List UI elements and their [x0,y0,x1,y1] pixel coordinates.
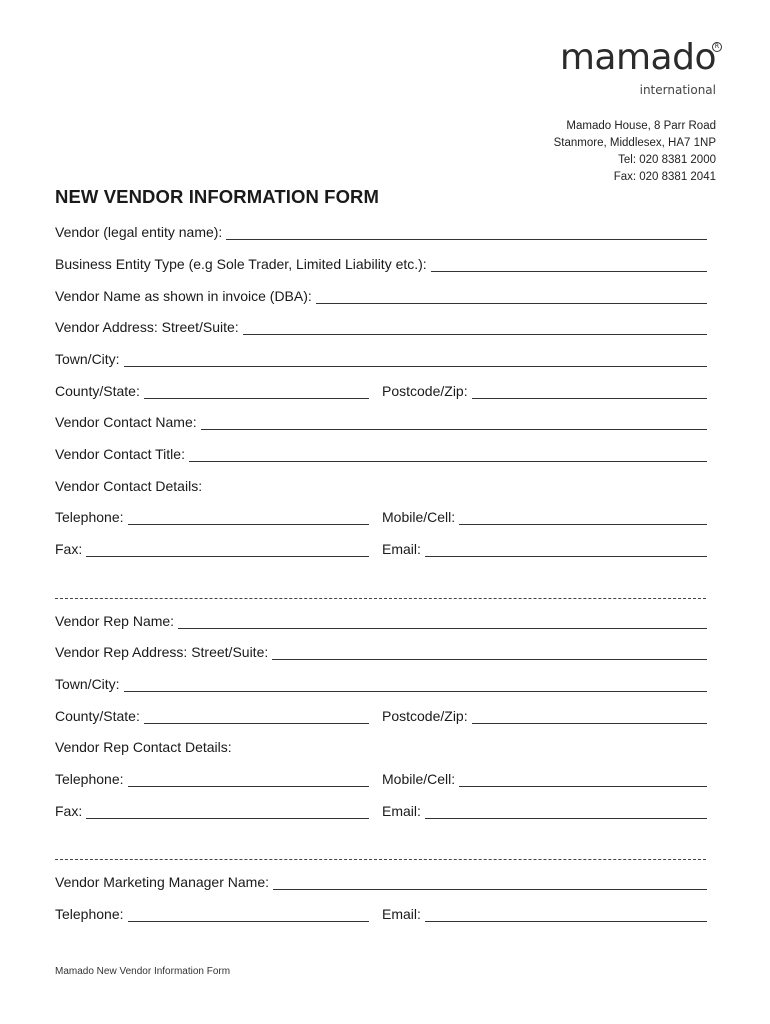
telephone-mobile-row [55,505,707,525]
postcode-label: Postcode/Zip: [382,383,468,399]
logo-wordmark: mamado [559,37,716,78]
rep-fax-field[interactable] [86,804,369,819]
rep-address-row [55,640,707,660]
rep-fax-label: Fax: [55,803,83,819]
address-row [55,315,707,335]
mobile-field[interactable] [459,510,707,525]
legal-name-row [55,220,707,240]
town-field[interactable] [124,352,707,367]
rep-mobile-field[interactable] [459,772,707,787]
town-row [55,347,707,367]
rep-town-label: Town/City: [55,676,120,692]
rep-address-field[interactable] [272,645,707,660]
dba-label: Vendor Name as shown in invoice (DBA): [55,288,312,304]
rep-postcode-field[interactable] [472,709,707,724]
contact-title-label: Vendor Contact Title: [55,446,185,462]
legal-name-label: Vendor (legal entity name): [55,224,223,240]
mm-name-field[interactable] [273,875,707,890]
county-postcode-row [55,379,707,399]
contact-title-field[interactable] [189,447,707,462]
rep-county-label: County/State: [55,708,140,724]
mm-telephone-email-row [55,902,707,922]
mm-email-field[interactable] [425,907,707,922]
email-label: Email: [382,541,421,557]
rep-name-row [55,609,707,629]
address-field[interactable] [243,320,707,335]
logo-subtitle: international [639,83,716,97]
page-footer: Mamado New Vendor Information Form [55,966,231,977]
mm-telephone-label: Telephone: [55,906,124,922]
rep-email-field[interactable] [425,804,707,819]
rep-contact-details-label: Vendor Rep Contact Details: [55,739,232,755]
dba-field[interactable] [316,289,707,304]
legal-name-field[interactable] [226,225,707,240]
contact-name-field[interactable] [201,415,707,430]
rep-address-label: Vendor Rep Address: Street/Suite: [55,644,269,660]
rep-name-label: Vendor Rep Name: [55,613,175,629]
address-label: Vendor Address: Street/Suite: [55,319,239,335]
entity-type-label: Business Entity Type (e.g Sole Trader, Limited Liability etc.): [55,256,427,272]
rep-mobile-label: Mobile/Cell: [382,771,456,787]
address-line: Stanmore, Middlesex, HA7 1NP [553,137,716,149]
address-line: Mamado House, 8 Parr Road [566,120,716,132]
address-telephone: Tel: 020 8381 2000 [618,154,716,166]
email-field[interactable] [425,542,707,557]
postcode-field[interactable] [472,384,707,399]
county-label: County/State: [55,383,140,399]
fax-field[interactable] [86,542,369,557]
mm-telephone-field[interactable] [128,907,369,922]
address-fax: Fax: 020 8381 2041 [613,171,716,183]
mm-name-row [55,870,707,890]
fax-email-row [55,537,707,557]
section-divider [55,598,706,599]
fax-label: Fax: [55,541,83,557]
mm-name-label: Vendor Marketing Manager Name: [55,874,269,890]
telephone-label: Telephone: [55,509,124,525]
entity-type-row [55,252,707,272]
telephone-field[interactable] [128,510,369,525]
mm-email-label: Email: [382,906,421,922]
entity-type-field[interactable] [431,257,707,272]
town-label: Town/City: [55,351,120,367]
rep-telephone-mobile-row [55,767,707,787]
rep-county-postcode-row [55,704,707,724]
form-title: NEW VENDOR INFORMATION FORM [55,186,380,207]
registered-mark-icon: R [712,42,722,52]
rep-telephone-label: Telephone: [55,771,124,787]
company-address [554,118,716,186]
county-field[interactable] [144,384,369,399]
rep-name-field[interactable] [178,614,707,629]
contact-details-row [55,474,707,494]
rep-email-label: Email: [382,803,421,819]
dba-row [55,284,707,304]
rep-fax-email-row [55,799,707,819]
contact-title-row [55,442,707,462]
contact-name-label: Vendor Contact Name: [55,414,197,430]
mobile-label: Mobile/Cell: [382,509,456,525]
section-divider [55,859,706,860]
contact-name-row [55,410,707,430]
rep-county-field[interactable] [144,709,369,724]
rep-town-row [55,672,707,692]
rep-telephone-field[interactable] [128,772,369,787]
contact-details-label: Vendor Contact Details: [55,478,203,494]
rep-town-field[interactable] [124,677,707,692]
mamado-logo [516,37,720,100]
rep-contact-details-row [55,735,707,755]
rep-postcode-label: Postcode/Zip: [382,708,468,724]
